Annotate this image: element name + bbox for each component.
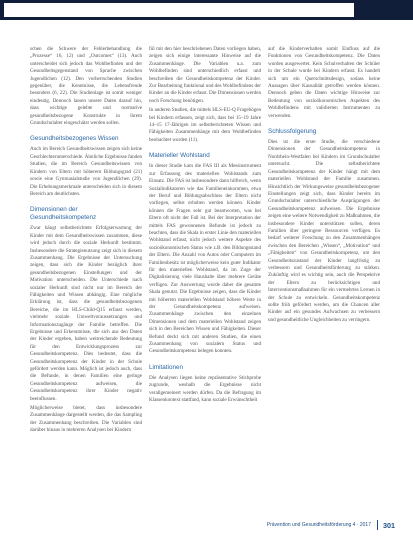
paragraph: Auch im Bereich Gesundheitswissen zeigen sich keine Geschlechterunterschiede. Ähnliche Ergebnisse fanden Studien, die im Bereich Gesundheitswissen von Kindern von Eltern mit höherem Bildungsgrad (21) sowie eine Gymnasialstudie von Jugendlichen (29). Die Erhebungsmerkmale unterscheiden sich in diesem Bereich am deutlichsten. [30, 146, 142, 197]
column-middle [149, 46, 261, 498]
section-heading-material-wealth: Materieller Wohlstand [149, 152, 210, 160]
section-heading-conclusion: Schlussfolgerung [268, 128, 317, 136]
footer-divider [377, 520, 378, 530]
article-body [30, 46, 380, 498]
paragraph: auf die Kinderverhalten somit Einfluss auf die Funktionen von Gesundheitskompetenz. Die Daten wurden ausgewertet. Kein Schulverhalten der Schüler in der Schule wurde bei Kindern erfasst. Es handelt sich um ein Querschnittsdesign, sodass keine Aussagen über Kausalität getroffen werden können. Dennoch geben die Daten wichtige Hinweise zur Bedeutung von sozioökonomischen Aspekten des Wohlbefindens mit validierten Instrumenten zu verwenden. [268, 46, 380, 119]
journal-name: Prävention und Gesundheitsförderung 4 · 2017 [266, 522, 371, 528]
page-number: 301 [383, 520, 395, 530]
paragraph: fül mit den hier beschriebenen Daten vorliegen haben, zeigen sich einige interessante Hinweise auf die Zusammenhänge. Die Variablen u.a. zum Wohlbefinden sind unterschiedlich erfasst und beschreiben die Gesundheitskompetenz der Kinder. Zur Bearbeitung funktional und des Wohlbefindens der Kinder an die Kinder erfasst. Die Dimensionen werden noch Forschung benötigen. [149, 46, 261, 104]
paragraph: In dieser Studie kam die FAS III als Messinstrument zur Erfassung des materiellen Wohlstands zum Einsatz. Die FAS ist insbesondere dann hilfreich, wenn Sozialindikatoren wie das Familieneinkommen, etwa der Beruf und Bildungsabschluss der Eltern nicht vorliegen, selbst erhoben werden können. Kinder können die Fragen sehr gut beantworten, was bei Eltern oft nicht der Fall ist. Bei der Interpretation der mittels FAS gewonnenen Befunde ist jedoch zu beachten, dass die Skala in erster Linie den materiellen Wohlstand erfasst, nicht jedoch weitere Aspekte des sozioökonomischen Status wie z.B. den Bildungsstand der Eltern. Die Anzahl von Autos oder Computern im Familienbesitz ist möglicherweise kein guter Indikator für den materiellen Wohlstand, da im Zuge der Digitalisierung viele Haushalte über mehrere Geräte verfügen. Zur Auswertung wurde daher die gesamte Skala genutzt. Die Ergebnisse zeigen, dass die Kinder mit höherem materiellen Wohlstand höhere Werte in der Gesundheitskompetenz aufweisen. Zusammenhänge zwischen den einzelnen Dimensionen und dem materiellen Wohlstand zeigen sich in den Bereichen Wissen und Fähigkeiten. Dieser Befund deckt sich mit anderen Studien, die einen Zusammenhang von sozialem Status und Gesundheitskompetenz belegen konnten. [149, 163, 261, 355]
column-left [30, 46, 142, 498]
section-heading-dimensions: Dimensionen der Gesundheitskompetenz [30, 206, 97, 222]
header-bar [0, 0, 413, 20]
paragraph: Möglicherweise bietet, dass insbesondere Zusammenhänge dargestellt werden, die das Sampling der Zusammenhang beschreiben. Die Variablen sind darüber hinaus in mehreren Analysen bei Kindern [30, 405, 142, 434]
paragraph: schen die Schwere der Fehlerbehandlung die „Prozesse“ 16, 12) und „Outcomes“ (13). Auch unterscheidet sich jedoch das Wohlbefinden und der Gesundheitsgegenstand von Sprache zwischen Jugendlichen (12). Den vorherrschenden Studien gegenüber, die Kenntnisse, die Lebensfreude besonders (6, 22). Die Studienlage ist somit weniger eindeutig. Dennoch lassen unsere Daten darauf hin, dass wichtige gelebte und normative gesundheitsbezogene Konstrukte in ihrem Grundschulalter eingeschätzt werden sollen. [30, 46, 142, 127]
paragraph: Dies ist die erste Studie, die verschiedene Dimensionen der Gesundheitskompetenz in Nordrhein-Westfalen bei Kindern im Grundschulalter untersucht. Die selbstberichtete Gesundheitskompetenz der Kinder hängt mit dem materiellen Wohlstand der Familie zusammen. Hinsichtlich der Wirkungsweise gesundheitsbezogener Einstellungen zeigt sich, dass Kinder bereits im Grundschulalter unterschiedliche Ausprägungen der Gesundheitskompetenz aufweisen. Die Ergebnisse zeigen eine weitere Notwendigkeit zu Maßnahmen, die insbesondere Kinder unterstützen sollen, deren Familien über geringere Ressourcen verfügen. Es bedarf weiterer Forschung zu den Zusammenhängen zwischen den Bereichen „Wissen“, „Motivation“ und „Fähigkeiten“ von Gesundheitskompetenz, um den Gesundheitszustand der Kinder langfristig zu verbessern und Gesundheitsförderung zu stärken. Zukünftig wird es wichtig sein, auch die Perspektive der Eltern zu berücksichtigen und Interventionsmaßnahmen für ein vermehrtes Lernen in der Schule zu entwickeln. Gesundheitskompetenz sollte früh gefördert werden, um die Chancen aller Kinder auf ein gesundes Aufwachsen zu verbessern und gesundheitliche Ungleichheiten zu verringern. [268, 139, 380, 323]
page-footer [267, 518, 413, 532]
paragraph: Die Analysen liegen keine repräsentative Stichprobe zugrunde, weshalb die Ergebnisse nicht verallgemeinert werden dürfen. Da die Befragung im Klassenkontext stattfand, kann soziale Erwünschtheit [149, 374, 261, 404]
section-heading-health-knowledge: Gesundheitsbezogenes Wissen [30, 135, 119, 143]
paragraph: In anderen Studien, die mittels HLS-EU-Q Fragebögen bei Kindern erfassen, zeigt sich, dass bei 15–19 Jahre 14–15 17-Jährigen im selbstberichteten Wissen und Fähigkeiten Zusammenhänge mit dem Wohlbefinden beobachtet wurden (11). [149, 107, 261, 143]
paragraph: Zwar hängt selbstberichtete Erfolgserwartung der Kinder mit dem Gesundheitswissen zusammen, diese wird jedoch durch die soziale Herkunft bestimmt. Insbesondere die Strategienutzung zeigt sich in diesem Zusammenhang. Die Ergebnisse der Untersuchung zeigen, dass sich die Kinder bezüglich ihrer gesundheitsbezogenen Einstellungen und der Motivation unterscheiden. Die Unterschiede nach sozialer Herkunft sind nicht nur im Bereich der Fähigkeiten und Wissen abhängig. Eine mögliche Erklärung ist, dass die gesundheitsbezogenen Bereiche, die im HLS-Child-Q15 erfasst werden, vielmehr soziale Umweltvoraussetzungen und Informationszugänge der Familie betreffen. Die Ergebnisse und Erkenntnisse, die sich aus den Daten der Kinder ergeben, haben weitreichende Bedeutung für den Entwicklungsprozess zur Gesundheitskompetenz. Dies bedeutet, dass die Gesundheitskompetenz der Kinder in der Schule gefördert werden kann. Möglich ist jedoch auch, dass die Befunde, in denen Familien eine geringe Gesundheitskompetenz aufweisen, die Gesundheitskompetenz ihrer Kinder negativ beeinflussen. [30, 225, 142, 402]
header-bar-inner [4, 3, 354, 17]
column-right [268, 46, 380, 498]
section-heading-limitations: Limitationen [149, 363, 183, 371]
